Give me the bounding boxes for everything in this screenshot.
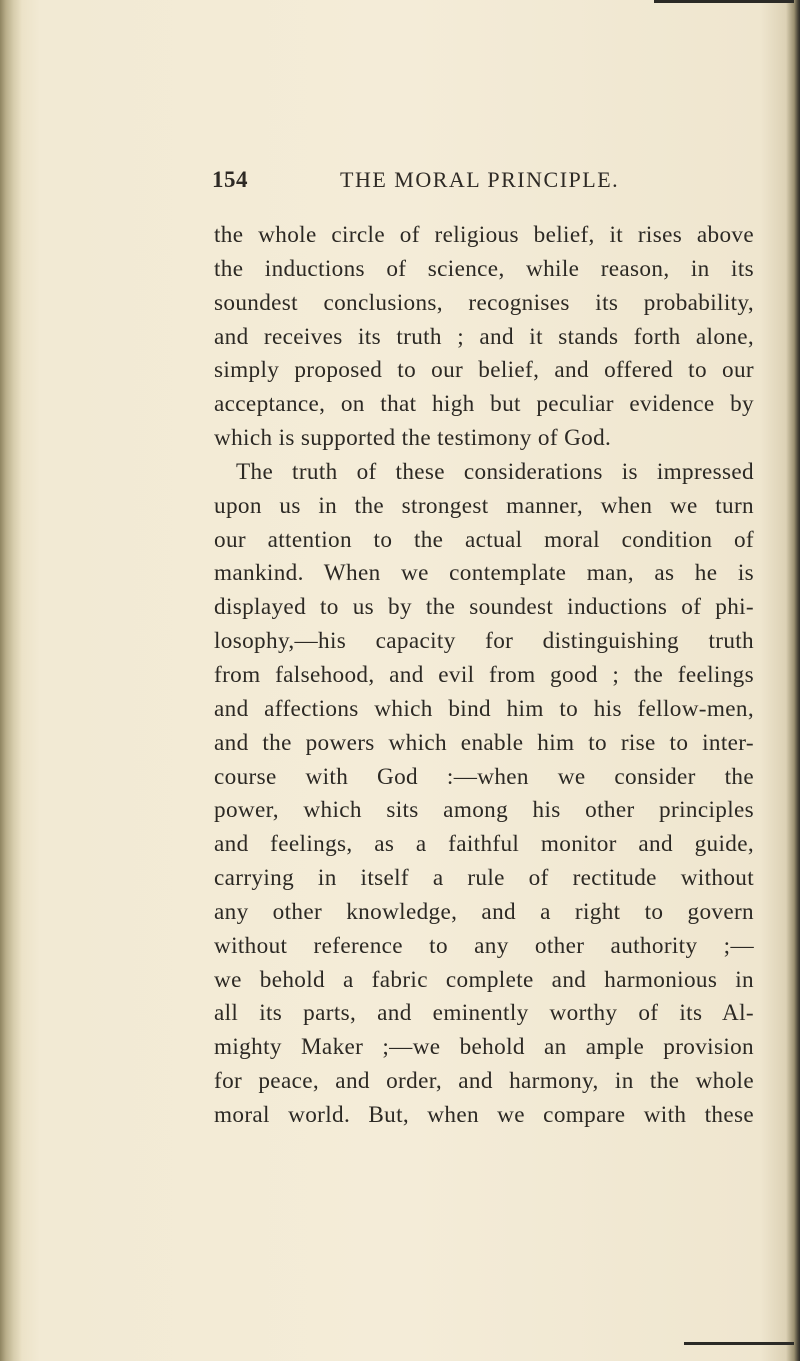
text-line: and affections which bind him to his fellow-men,: [214, 695, 754, 722]
text-line: we behold a fabric complete and harmonious in: [214, 966, 754, 993]
text-line: and feelings, as a faithful monitor and guide,: [214, 831, 754, 858]
text-line: carrying in itself a rule of rectitude without: [214, 865, 754, 892]
text-line: acceptance, on that high but peculiar evidence by: [214, 391, 754, 418]
text-line: any other knowledge, and a right to govern: [214, 898, 754, 925]
text-line: our attention to the actual moral condition of: [214, 526, 754, 553]
text-line: upon us in the strongest manner, when we turn: [214, 492, 754, 519]
page-edge-shadow: [786, 0, 800, 1361]
text-line: for peace, and order, and harmony, in the whole: [214, 1068, 754, 1095]
text-line: which is supported the testimony of God.: [214, 425, 612, 452]
text-line: and receives its truth ; and it stands forth alone,: [214, 323, 754, 350]
text-line: course with God :—when we consider the: [214, 763, 754, 790]
text-line: mankind. When we contemplate man, as he is: [214, 560, 754, 587]
binding-gutter: [0, 0, 22, 1361]
text-line: without reference to any other authority ;—: [214, 932, 754, 959]
text-line: all its parts, and eminently worthy of its Al-: [214, 1000, 754, 1027]
body-text: [214, 219, 754, 1133]
text-line: displayed to us by the soundest inductions of phi-: [214, 594, 754, 621]
text-line: simply proposed to our belief, and offered to our: [214, 357, 754, 384]
text-line: moral world. But, when we compare with these: [214, 1101, 754, 1128]
text-line: The truth of these considerations is impressed: [236, 458, 754, 485]
text-line: mighty Maker ;—we behold an ample provision: [214, 1034, 754, 1061]
text-line: soundest conclusions, recognises its probability,: [214, 289, 754, 316]
text-line: the whole circle of religious belief, it rises above: [214, 222, 754, 248]
running-title: THE MORAL PRINCIPLE.: [340, 167, 620, 192]
text-line: and the powers which enable him to rise to inter-: [214, 729, 754, 756]
page-edge-top-mark: [654, 0, 794, 3]
page-edge-bottom-mark: [684, 1342, 794, 1345]
text-line: from falsehood, and evil from good ; the feelings: [214, 661, 754, 688]
text-line: losophy,—his capacity for distinguishing truth: [214, 628, 754, 655]
text-line: power, which sits among his other principles: [214, 797, 754, 824]
page-number: 154: [212, 167, 248, 192]
running-header: [212, 167, 752, 201]
text-line: the inductions of science, while reason, in its: [214, 255, 754, 282]
